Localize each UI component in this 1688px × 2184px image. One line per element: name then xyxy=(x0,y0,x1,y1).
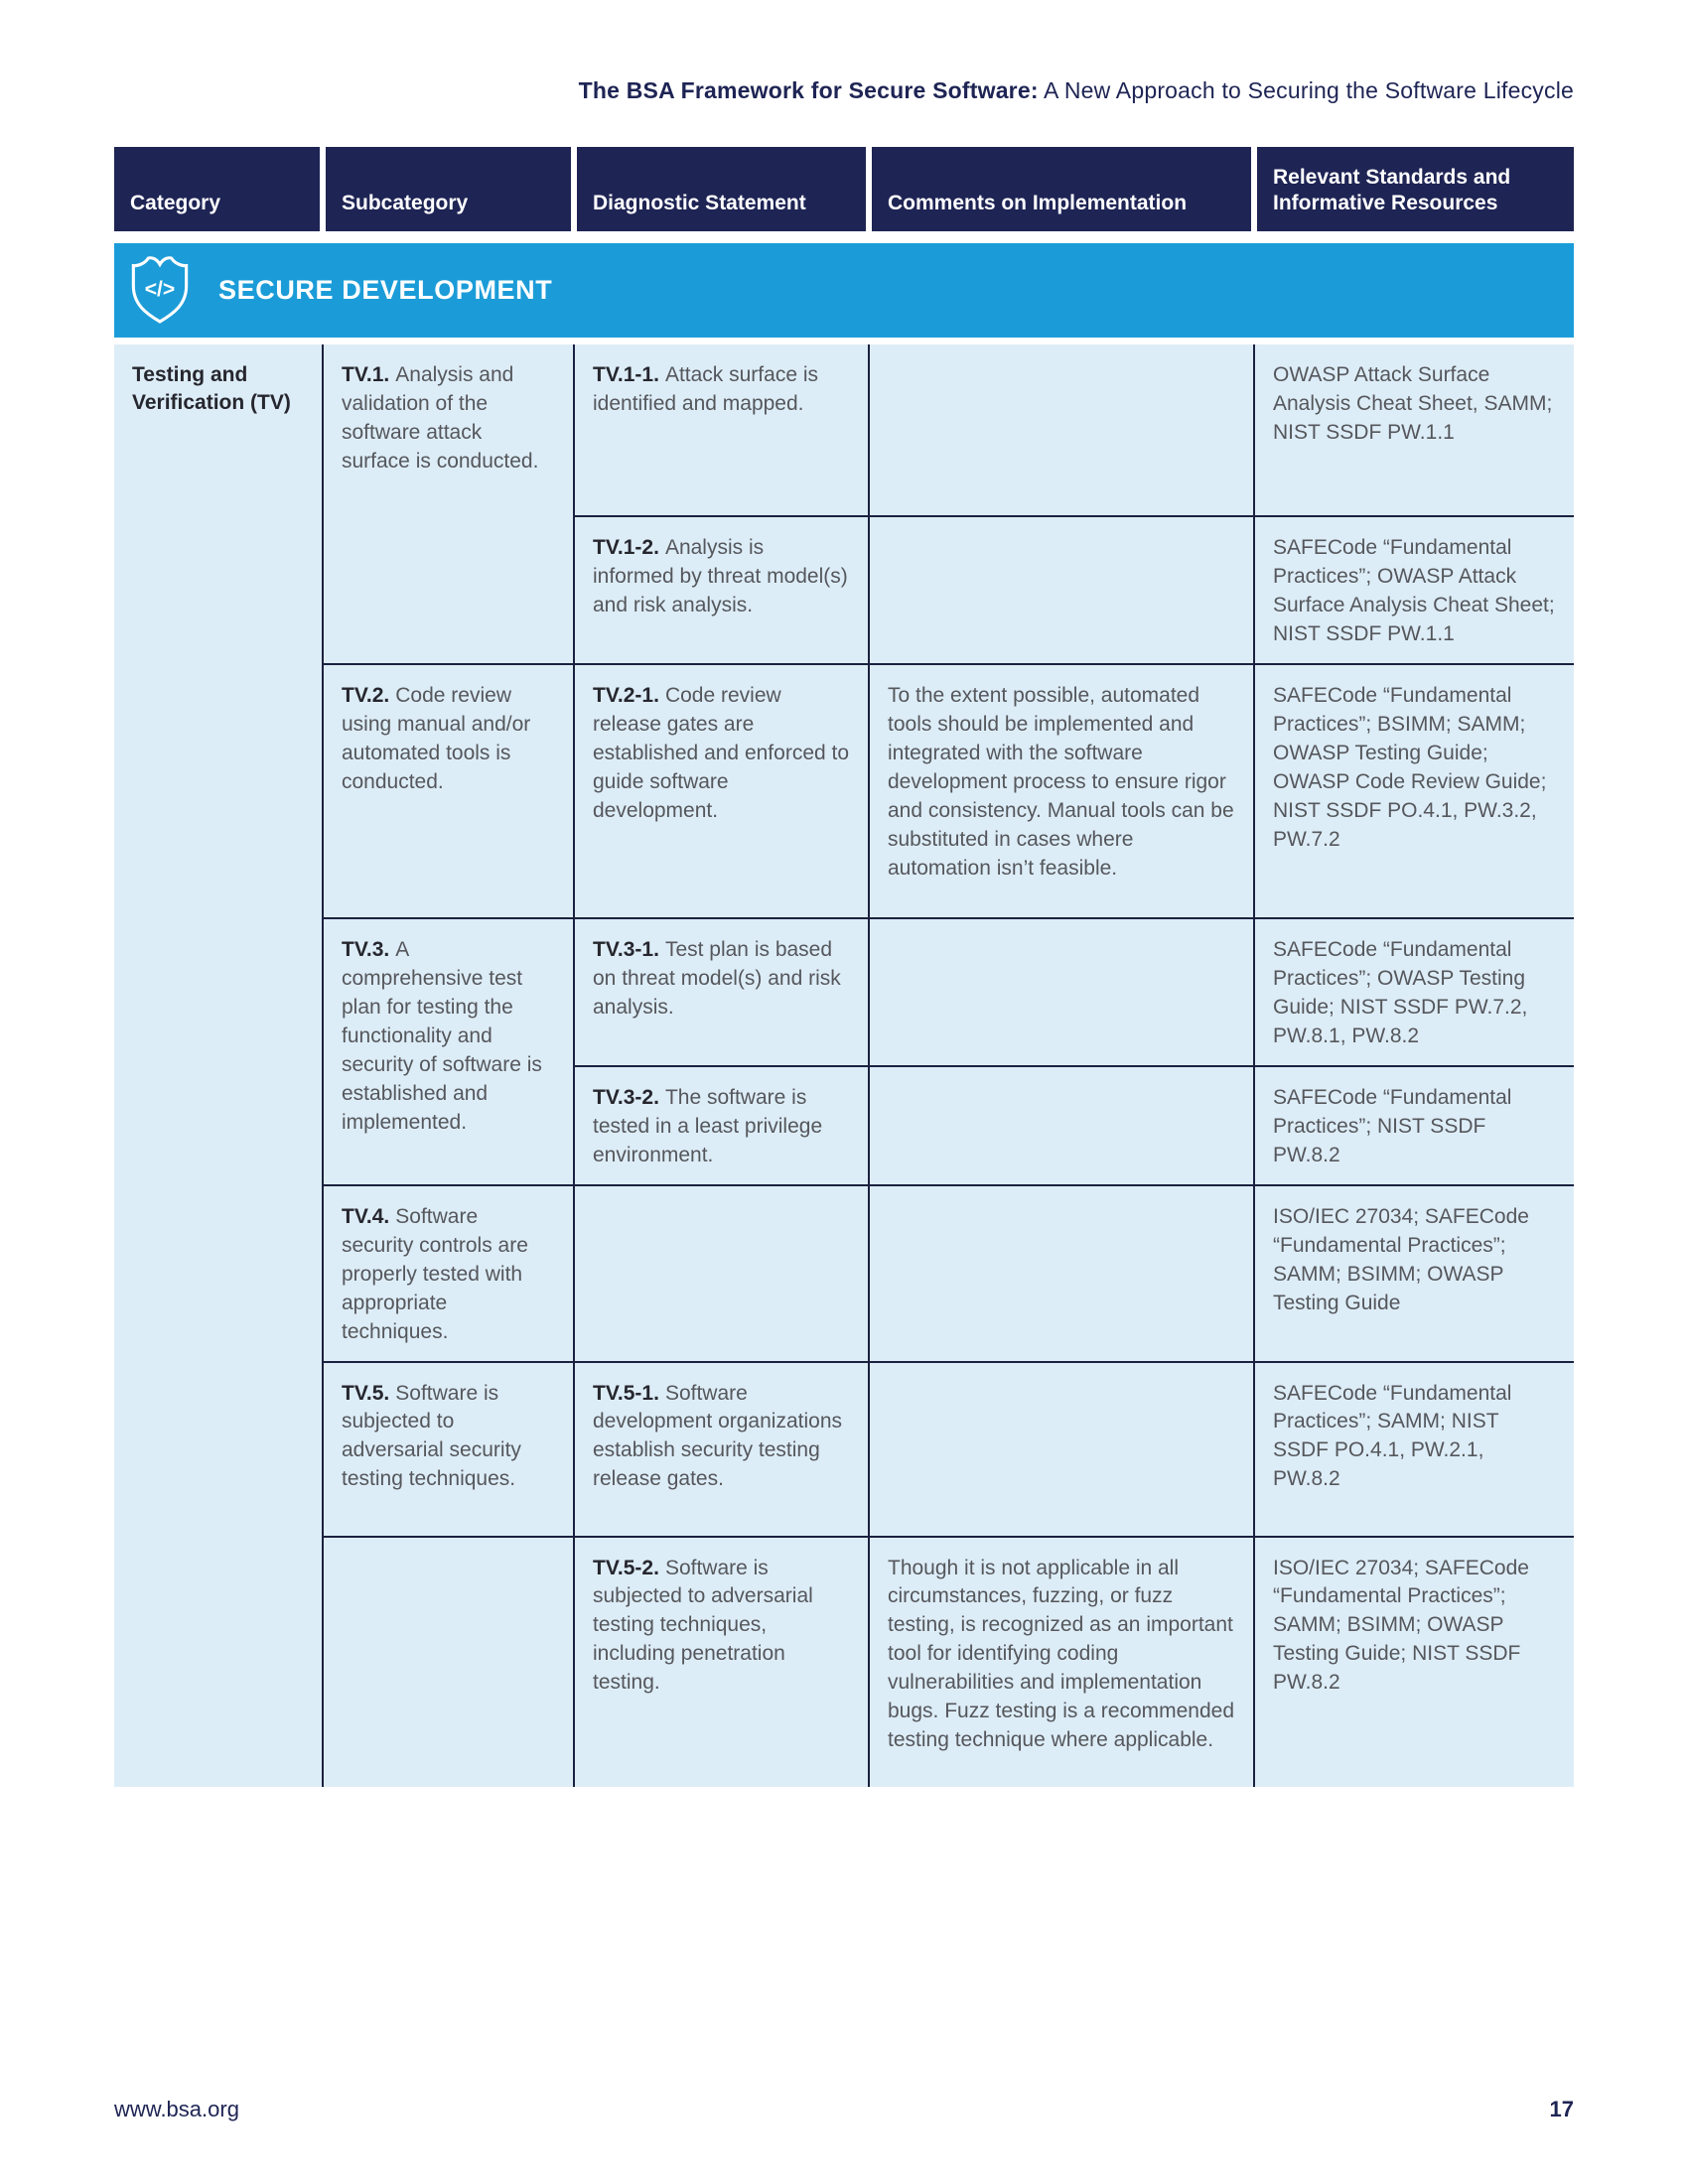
diagnostic-cell-tv1-1 xyxy=(574,344,869,516)
comments-cell: To the extent possible, automated tools should be implemented and integrated with the software development process to ensure rigor and consistency. Manual tools can be substituted in cases where automation isn’t feasible. xyxy=(869,664,1254,918)
document-running-head xyxy=(114,77,1574,104)
diagnostic-id: TV.3-2. xyxy=(593,1085,659,1109)
code-shield-icon xyxy=(129,253,191,329)
diagnostic-id: TV.1-2. xyxy=(593,536,659,559)
table-header-row xyxy=(114,147,1574,231)
comments-cell xyxy=(869,516,1254,664)
resources-cell: ISO/IEC 27034; SAFECode “Fundamental Practices”; SAMM; BSIMM; OWASP Testing Guide; NIST SSDF PW.8.2 xyxy=(1254,1537,1574,1787)
column-header-comments: Comments on Implementation xyxy=(869,147,1254,231)
diagnostic-cell-tv5-2 xyxy=(574,1537,869,1787)
resources-cell: SAFECode “Fundamental Practices”; BSIMM; SAMM; OWASP Testing Guide; OWASP Code Review Guide; NIST SSDF PO.4.1, PW.3.2, PW.7.2 xyxy=(1254,664,1574,918)
column-header-diagnostic-statement: Diagnostic Statement xyxy=(574,147,869,231)
diagnostic-cell-tv3-1 xyxy=(574,918,869,1066)
section-banner-secure-development xyxy=(114,243,1574,338)
column-header-subcategory: Subcategory xyxy=(323,147,574,231)
subcategory-id: TV.5. xyxy=(342,1381,390,1405)
subcategory-cell-tv2 xyxy=(323,664,574,918)
table-row xyxy=(114,664,1574,918)
table-row xyxy=(114,1185,1574,1362)
document-title-rest: A New Approach to Securing the Software Lifecycle xyxy=(1038,77,1574,103)
table-row xyxy=(114,1362,1574,1537)
section-title: SECURE DEVELOPMENT xyxy=(218,275,553,305)
diagnostic-cell-tv1-2 xyxy=(574,516,869,664)
resources-cell: SAFECode “Fundamental Practices”; NIST SSDF PW.8.2 xyxy=(1254,1066,1574,1185)
table-row xyxy=(114,1537,1574,1787)
resources-cell: ISO/IEC 27034; SAFECode “Fundamental Practices”; SAMM; BSIMM; OWASP Testing Guide xyxy=(1254,1185,1574,1362)
subcategory-id: TV.3. xyxy=(342,937,390,961)
table-row xyxy=(114,918,1574,1066)
subcategory-id: TV.2. xyxy=(342,683,390,707)
subcategory-text: Software is subjected to adversarial security testing techniques. xyxy=(342,1381,521,1491)
table-row xyxy=(114,344,1574,516)
subcategory-text: Analysis and validation of the software attack surface is conducted. xyxy=(342,363,539,473)
svg-text:</>: </> xyxy=(144,277,176,301)
diagnostic-cell-tv3-2 xyxy=(574,1066,869,1185)
resources-cell: SAFECode “Fundamental Practices”; OWASP Attack Surface Analysis Cheat Sheet; NIST SSDF PW.1.1 xyxy=(1254,516,1574,664)
diagnostic-text: Analysis is informed by threat model(s) and risk analysis. xyxy=(593,536,848,616)
diagnostic-text: Software is subjected to adversarial testing techniques, including penetration testing. xyxy=(593,1556,813,1695)
page-number: 17 xyxy=(1549,2097,1574,2121)
comments-cell xyxy=(869,918,1254,1066)
diagnostic-id: TV.5-2. xyxy=(593,1556,659,1579)
subcategory-cell-tv5 xyxy=(323,1362,574,1537)
column-header-resources: Relevant Standards and Informative Resources xyxy=(1254,147,1574,231)
page-content xyxy=(114,0,1574,1787)
comments-cell xyxy=(869,1362,1254,1537)
category-cell: Testing and Verification (TV) xyxy=(114,344,323,1787)
comments-cell: Though it is not applicable in all circumstances, fuzzing, or fuzz testing, is recognized as an important tool for identifying coding vulnerabilities and implementation bugs. Fuzz testing is a recommended testing technique where applicable. xyxy=(869,1537,1254,1787)
diagnostic-text: Code review release gates are established and enforced to guide software development. xyxy=(593,683,850,822)
document-title-bold: The BSA Framework for Secure Software: xyxy=(578,77,1039,103)
subcategory-id: TV.4. xyxy=(342,1204,390,1228)
diagnostic-text: Attack surface is identified and mapped. xyxy=(593,363,818,415)
subcategory-cell-tv4 xyxy=(323,1185,574,1362)
diagnostic-id: TV.1-1. xyxy=(593,363,659,386)
comments-cell xyxy=(869,344,1254,516)
framework-table xyxy=(114,344,1574,1787)
diagnostic-cell-empty xyxy=(574,1185,869,1362)
subcategory-text: Code review using manual and/or automated tools is conducted. xyxy=(342,683,531,793)
diagnostic-id: TV.5-1. xyxy=(593,1381,659,1405)
diagnostic-id: TV.2-1. xyxy=(593,683,659,707)
comments-cell xyxy=(869,1185,1254,1362)
diagnostic-text: Test plan is based on threat model(s) and risk analysis. xyxy=(593,937,841,1019)
diagnostic-cell-tv2-1 xyxy=(574,664,869,918)
comments-cell xyxy=(869,1066,1254,1185)
subcategory-cell-tv1 xyxy=(323,344,574,664)
subcategory-text: Software security controls are properly tested with appropriate techniques. xyxy=(342,1204,528,1343)
subcategory-cell-empty xyxy=(323,1537,574,1787)
diagnostic-text: The software is tested in a least privilege environment. xyxy=(593,1085,823,1166)
subcategory-id: TV.1. xyxy=(342,363,390,386)
subcategory-text: A comprehensive test plan for testing the functionality and security of software is established and implemented. xyxy=(342,937,542,1134)
footer-url: www.bsa.org xyxy=(114,2097,239,2121)
column-header-category: Category xyxy=(114,147,323,231)
subcategory-cell-tv3 xyxy=(323,918,574,1185)
resources-cell: SAFECode “Fundamental Practices”; OWASP Testing Guide; NIST SSDF PW.7.2, PW.8.1, PW.8.2 xyxy=(1254,918,1574,1066)
resources-cell: SAFECode “Fundamental Practices”; SAMM; NIST SSDF PO.4.1, PW.2.1, PW.8.2 xyxy=(1254,1362,1574,1537)
diagnostic-text: Software development organizations establish security testing release gates. xyxy=(593,1381,842,1491)
resources-cell: OWASP Attack Surface Analysis Cheat Sheet, SAMM; NIST SSDF PW.1.1 xyxy=(1254,344,1574,516)
diagnostic-id: TV.3-1. xyxy=(593,937,659,961)
diagnostic-cell-tv5-1 xyxy=(574,1362,869,1537)
